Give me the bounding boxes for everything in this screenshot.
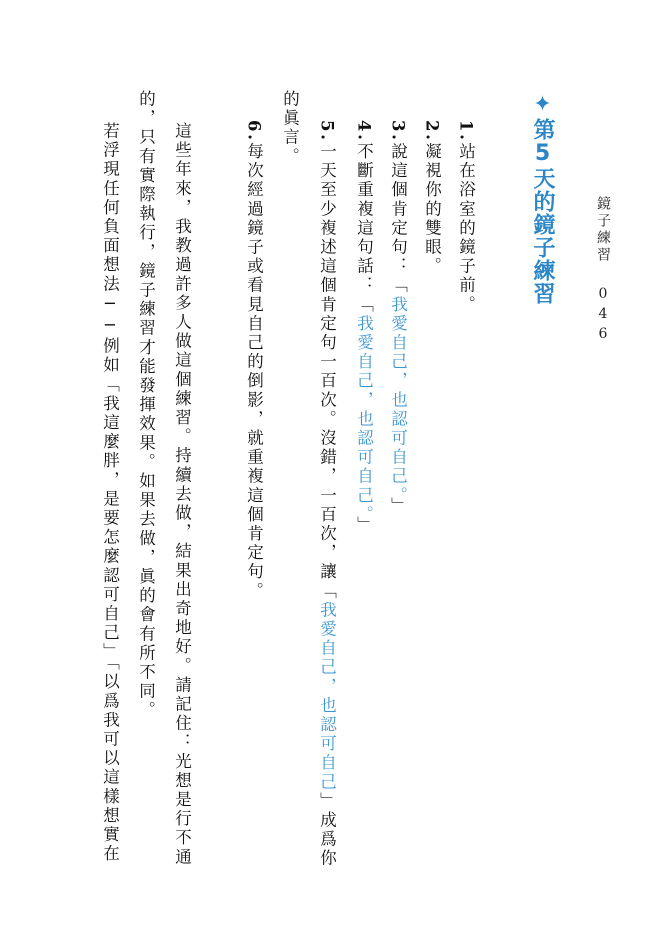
- step-2: [423, 120, 440, 276]
- page-number: 046: [595, 286, 611, 346]
- affirmation-text: 我愛自己，也認可自己: [317, 600, 337, 792]
- step-text-end: 」成爲你: [317, 791, 337, 869]
- step-4: [355, 120, 372, 535]
- step-text: 站在浴室的鏡子前。: [456, 142, 476, 315]
- step-text: 說這個肯定句：「: [388, 142, 408, 296]
- step-6: [245, 120, 262, 601]
- affirmation-text: 我愛自己，也認可自己。: [354, 314, 374, 517]
- step-text: 每次經過鏡子或看見自己的倒影，就重複這個肯定句。: [244, 142, 264, 601]
- step-5: [318, 120, 335, 868]
- affirmation-text: 我愛自己，也認可自己。: [388, 295, 408, 498]
- step-text-end: 」: [354, 516, 374, 536]
- step-number: 2.: [422, 120, 442, 143]
- running-header: [596, 196, 610, 346]
- section-title: [531, 92, 553, 305]
- section-title-text: 第5天的鏡子練習: [530, 118, 555, 305]
- book-title: 鏡子練習: [595, 196, 611, 264]
- step-text: 不斷重複這句話：「: [354, 142, 374, 315]
- paragraph-line-2: 的，只有實際執行，鏡子練習才能發揮效果。如果去做，眞的會有所不同。: [136, 90, 156, 721]
- step-number: 4.: [354, 120, 374, 143]
- step-text: 的眞言。: [280, 90, 300, 167]
- step-number: 6.: [244, 120, 264, 143]
- step-1: [457, 120, 474, 314]
- step-text: 凝視你的雙眼。: [422, 142, 442, 277]
- step-number: 3.: [388, 120, 408, 143]
- step-5-continuation: [281, 90, 298, 166]
- step-number: 1.: [456, 120, 476, 143]
- step-number: 5.: [317, 120, 337, 143]
- paragraph-line-1: 這些年來，我教過許多人做這個練習。持續去做，結果出奇地好。請記住：光想是行不通: [172, 122, 192, 867]
- paragraph-line-3: 若浮現任何負面想法──例如「我這麼胖，是要怎麼認可自己」「以爲我可以這樣想實在: [100, 122, 120, 864]
- step-text: 一天至少複述這個肯定句一百次。沒錯，一百次，讓「: [317, 142, 337, 601]
- star-icon: ✦: [530, 92, 555, 118]
- step-3: [389, 120, 406, 516]
- step-text-end: 」: [388, 497, 408, 517]
